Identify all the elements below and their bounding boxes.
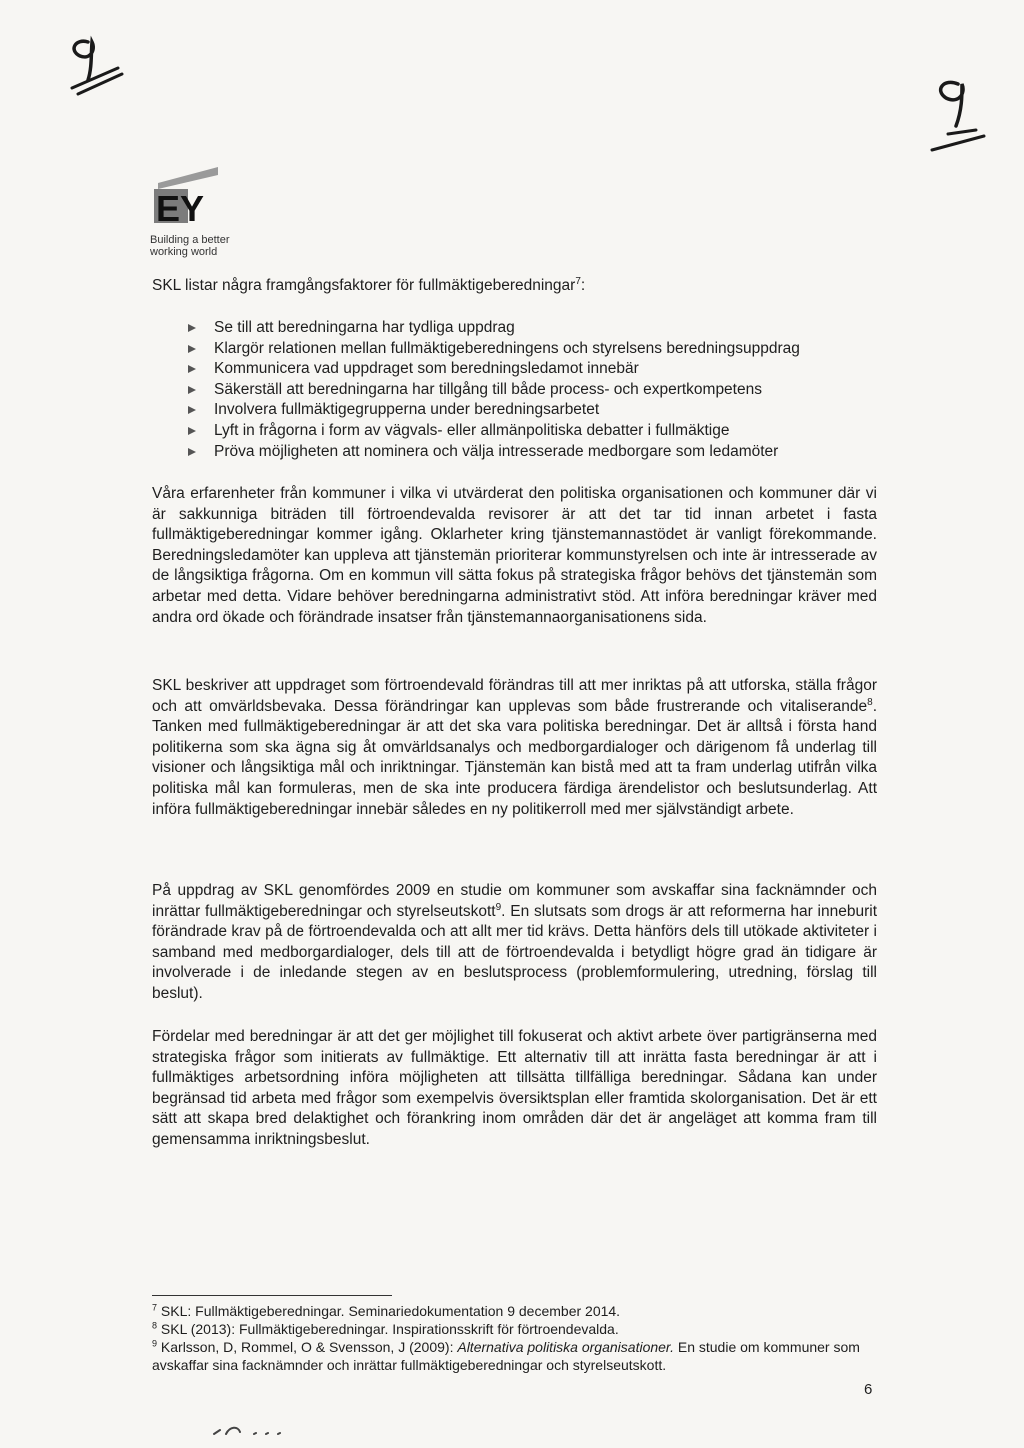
footnote-number: 9	[152, 1338, 158, 1349]
handwritten-nine-right	[918, 70, 998, 160]
intro-suffix: :	[580, 277, 586, 294]
triangle-bullet-icon	[188, 406, 196, 414]
footnote-block	[152, 1295, 877, 1374]
footnote-text: Karlsson, D, Rommel, O & Svensson, J (2009):	[160, 1339, 458, 1355]
footnote-divider	[152, 1295, 392, 1296]
triangle-bullet-icon	[188, 448, 196, 456]
page-number: 6	[864, 1381, 873, 1398]
logo-tagline-line1: Building a better	[150, 234, 230, 246]
footnote-text: SKL: Fullmäktigeberedningar. Seminariedokumentation 9 december 2014.	[160, 1303, 621, 1319]
paragraph-text: SKL beskriver att uppdraget som förtroendevald förändras till att mer inriktas på att utforska, ställa frågor och att omvärldsbevaka. Dessa förändringar kan upplevas som både frustrerande och vitaliserande	[152, 677, 877, 715]
list-item-text: Pröva möjligheten att nominera och välja intresserade medborgare som ledamöter	[214, 442, 779, 460]
list-item	[188, 400, 888, 421]
list-item-text: Involvera fullmäktigegrupperna under beredningsarbetet	[214, 401, 600, 419]
paragraph-text: På uppdrag av SKL genomfördes 2009 en studie om kommuner som avskaffar sina facknämnder och inrättar fullmäktigeberedningar och styrelseutskott	[152, 882, 877, 920]
footnote-number: 7	[152, 1302, 158, 1313]
paragraph-advantages: Fördelar med beredningar är att det ger möjlighet till fokuserat och aktivt arbete över partigränserna med strategiska frågor som initierats av fullmäktige. Ett alternativ till att inrätta fasta beredningar är att i fullmäktiges arbetsordning införa möjligheten att tillsätta tillfälliga beredningar. Sådana kan under begränsad tid arbeta med frågor som exempelvis översiktsplan eller framtida skolorganisation. Det är ett sätt att skapa bred delaktighet och förankring inom områden där det är angeläget att komma fram till gemensamma inriktningsbeslut.	[152, 1028, 877, 1148]
paragraph-text: . Tanken med fullmäktigeberedningar är att det ska vara politiska beredningar. Det är alltså i första hand politikerna som ska ägna sig åt omvärldsanalys och medborgardialoger och därigenom få underlag till visioner och långsiktiga mål och inriktningar. Tjänstemän kan bistå med att ta fram underlag utifrån vilka politiska mål kan formuleras, men de ska inte producera färdiga ärendelistor och beslutsunderlag. Att införa fullmäktigeberedningar innebär således en ny politikerroll med mer självständigt arbete.	[152, 697, 877, 818]
logo-tagline	[150, 234, 280, 258]
footnote-7	[152, 1302, 877, 1320]
triangle-bullet-icon	[188, 386, 196, 394]
footnote-8	[152, 1320, 877, 1338]
list-item-text: Klargör relationen mellan fullmäktigeberedningens och styrelsens beredningsuppdrag	[214, 339, 800, 357]
list-item	[188, 421, 888, 442]
list-item-text: Kommunicera vad uppdraget som beredningsledamot innebär	[214, 360, 639, 378]
list-item	[188, 339, 888, 360]
paragraph-experiences: Våra erfarenheter från kommuner i vilka vi utvärderat den politiska organisationen och kommuner där vi är sakkunniga biträden till förtroendevalda revisorer är att det tar tid innan arbetet i fasta fullmäktigeberedningar kommer igång. Oklarheter kring tjänstemannastödet är vanligt förekommande. Beredningsledamöter kan uppleva att tjänstemän prioriterar kommunstyrelsen och inte är intresserade av de långsiktiga frågorna. Om en kommun vill sätta fokus på strategiska frågor behövs det tjänstemän som arbetar med detta. Vidare behöver beredningarna administrativt stöd. Att införa beredningar kräver med andra ord ökade och förändrade insatser från tjänstemannaorganisationens sida.	[152, 485, 877, 626]
footnote-number: 8	[152, 1320, 158, 1331]
footnote-title: Alternativa politiska organisationer.	[457, 1339, 674, 1355]
handwritten-nine-left	[58, 28, 128, 98]
list-item	[188, 359, 888, 380]
footnote-ref-8: 8	[867, 696, 873, 708]
ey-logo	[150, 165, 280, 258]
paragraph-skl-role	[152, 676, 877, 820]
ey-logo-letters: EY	[156, 188, 205, 227]
list-item-text: Säkerställ att beredningarna har tillgång till både process- och expertkompetens	[214, 380, 762, 398]
list-item	[188, 380, 888, 401]
intro-line	[152, 276, 877, 296]
triangle-bullet-icon	[188, 365, 196, 373]
success-factor-list	[188, 318, 888, 462]
footnote-ref-9: 9	[495, 901, 502, 913]
handwritten-scribble	[210, 1422, 300, 1440]
list-item-text: Se till att beredningarna har tydliga uppdrag	[214, 319, 515, 336]
footnote-ref-7: 7	[575, 275, 581, 287]
list-item	[188, 442, 888, 463]
paragraph-study-2009	[152, 881, 877, 1005]
triangle-bullet-icon	[188, 324, 196, 332]
footnote-9	[152, 1338, 877, 1374]
footnote-text: En studie om kommuner som avskaffar sina facknämnder och inrättar fullmäktigeberedningar och styrelseutskott.	[152, 1339, 860, 1373]
intro-text: SKL listar några framgångsfaktorer för fullmäktigeberedningar	[152, 277, 576, 294]
paragraph-text: . En slutsats som drogs är att reformerna har inneburit förändrade krav på de förtroendevalda och att allt mer tid krävs. Detta hänförs dels till utökade aktiviteter i samband med medborgardialoger, dels till att de förtroendevalda i betydligt högre grad än tidigare är involverade i de inledande stegen av en beslutsprocess (problemformulering, utredning, förslag till beslut).	[152, 902, 877, 1002]
triangle-bullet-icon	[188, 345, 196, 353]
logo-tagline-line2: working world	[150, 246, 218, 258]
footnote-text: SKL (2013): Fullmäktigeberedningar. Inspirationsskrift för förtroendevalda.	[160, 1321, 619, 1337]
list-item-text: Lyft in frågorna i form av vägvals- eller allmänpolitiska debatter i fullmäktige	[214, 421, 730, 439]
triangle-bullet-icon	[188, 427, 196, 435]
ey-logo-mark	[150, 165, 222, 227]
list-item	[188, 318, 888, 339]
